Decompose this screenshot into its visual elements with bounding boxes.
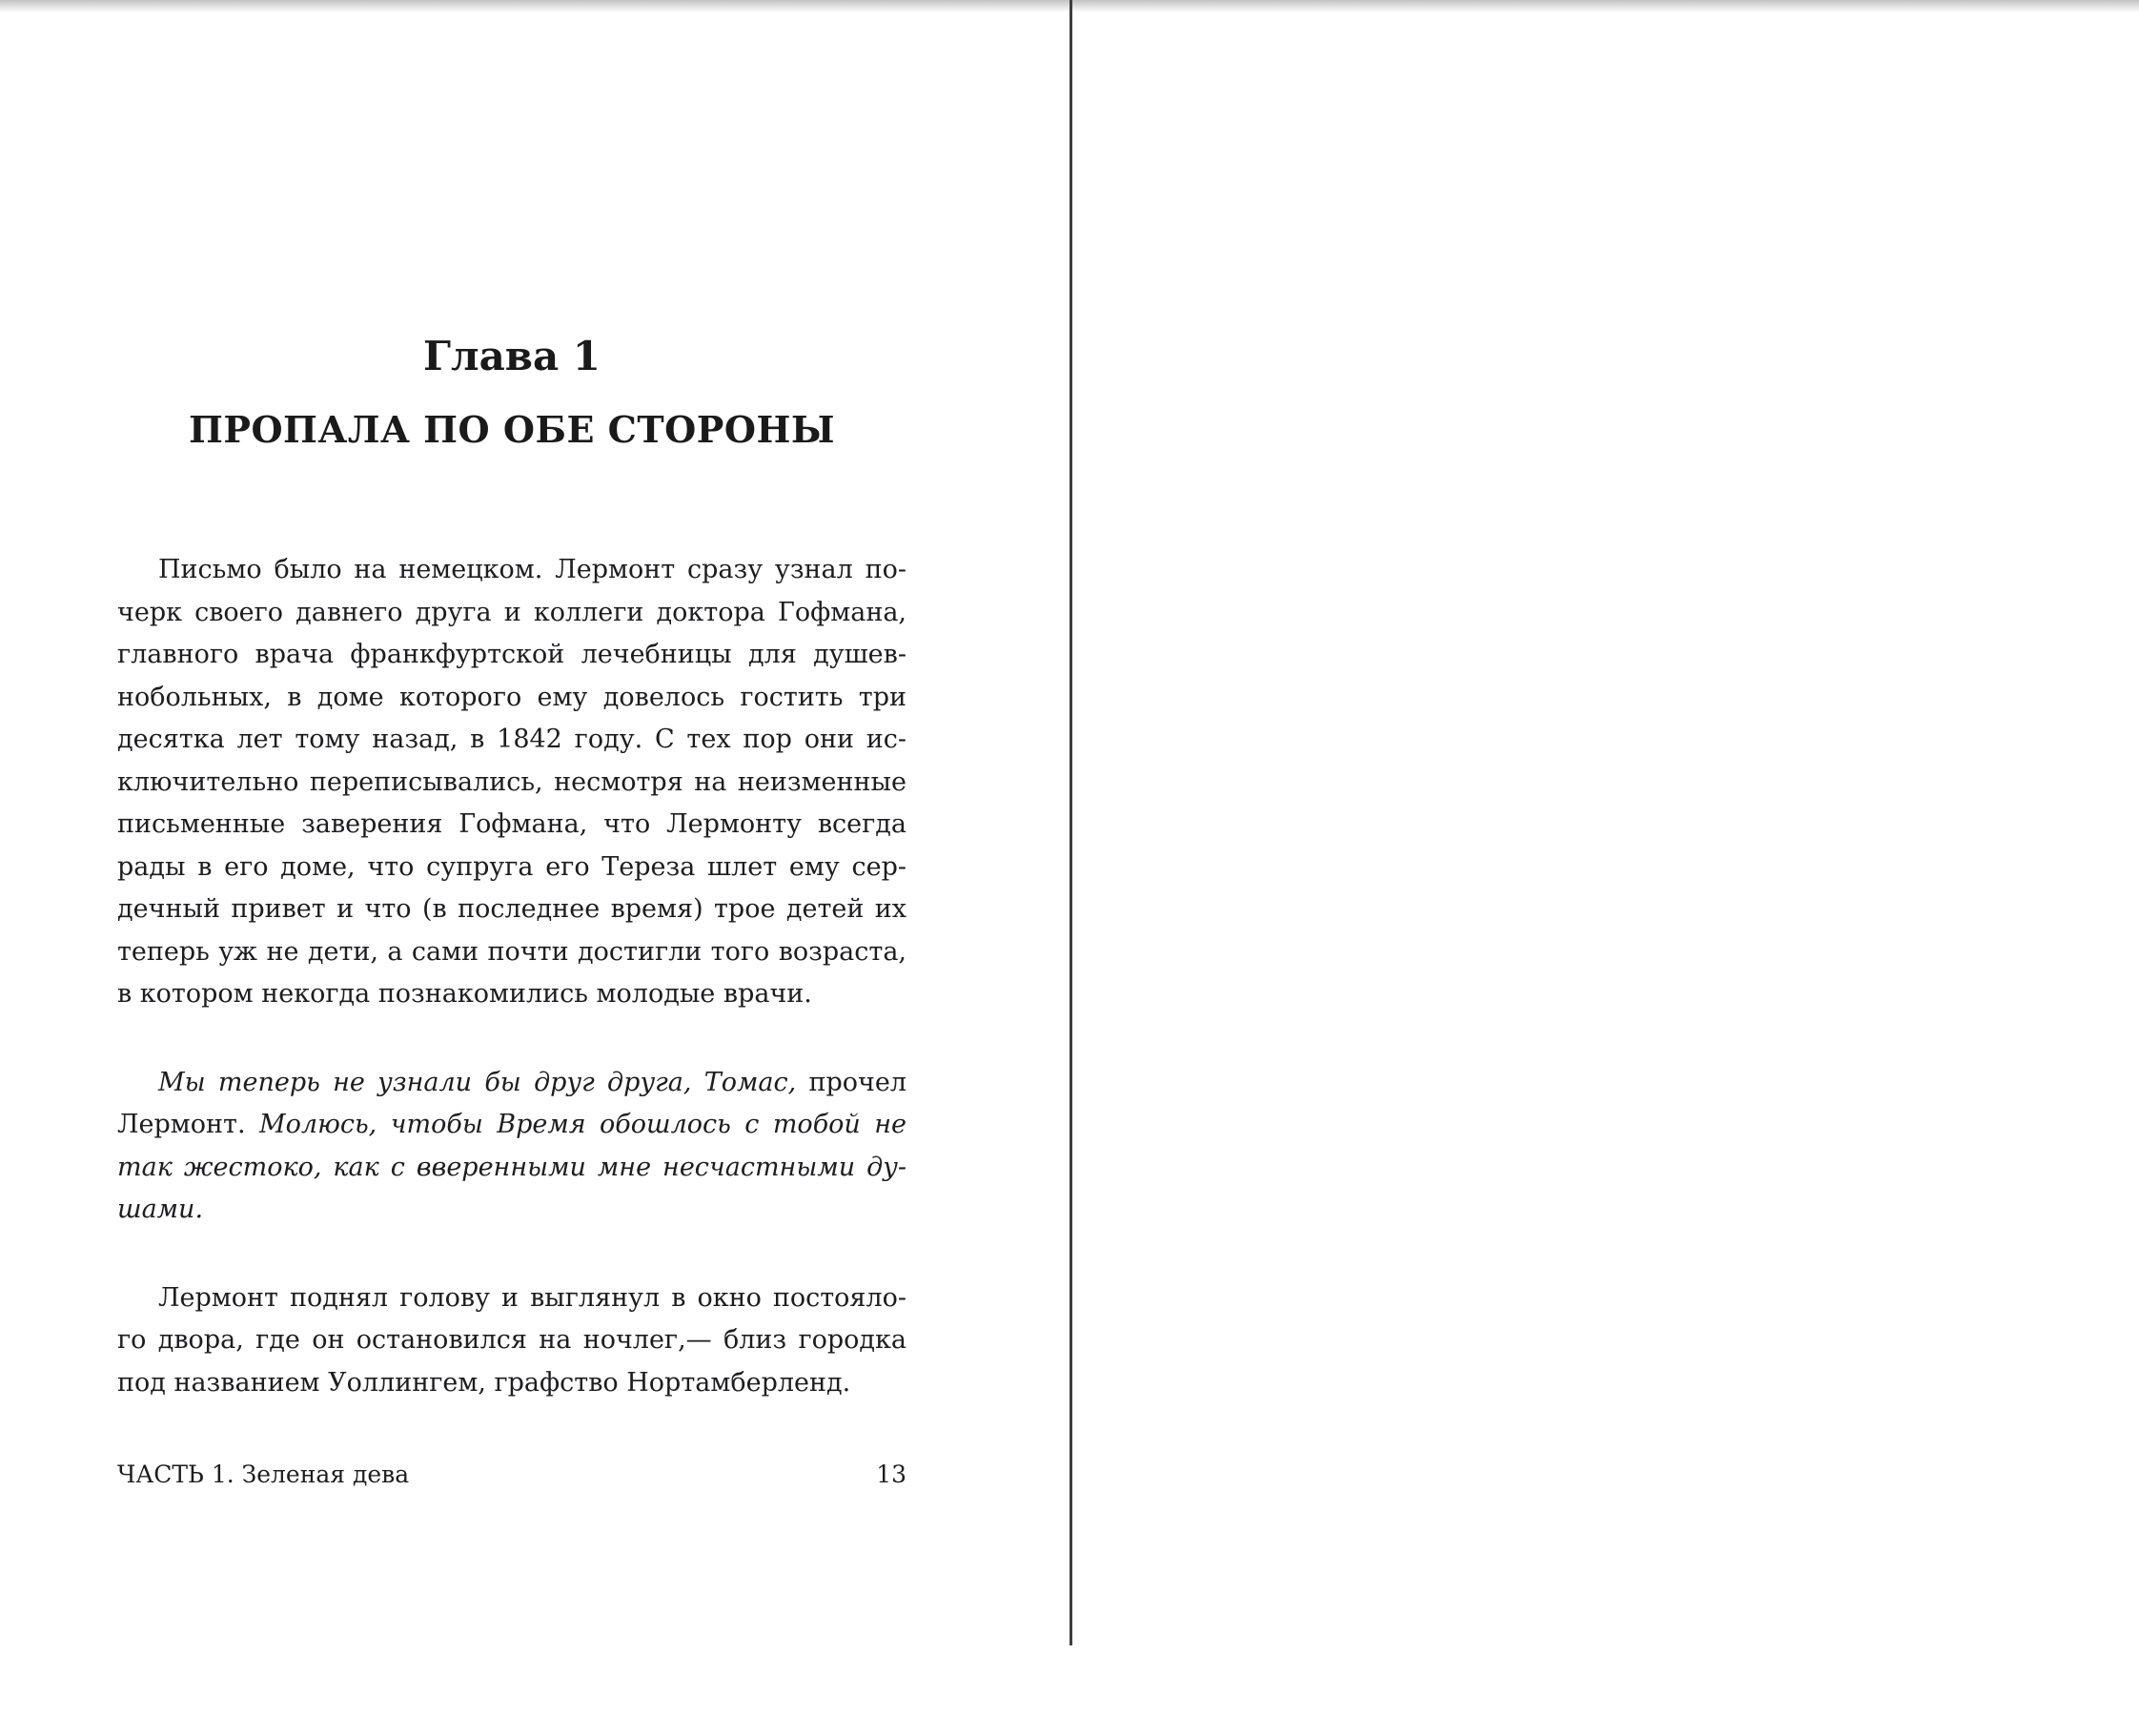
text-line [117, 1189, 907, 1232]
text-line [117, 847, 907, 889]
text-line [117, 1319, 907, 1362]
text-segment: Мы теперь не узнали бы друг друга, Томас, [158, 1067, 797, 1097]
text-line [117, 677, 907, 720]
chapter-title: ПРОПАЛА ПО ОБЕ СТОРОНЫ [188, 408, 836, 451]
text-line [117, 1104, 907, 1147]
text-segment: черк своего давнего друга и коллеги доктора Гофмана, [117, 597, 907, 627]
text-line [117, 762, 907, 805]
text-line [117, 973, 907, 1016]
text-segment: прочел [796, 1067, 907, 1097]
text-segment: под названием Уоллингем, графство Нортамберленд. [117, 1367, 851, 1398]
left-page-footer [117, 1460, 907, 1489]
text-segment: десятка лет тому назад, в 1842 году. С тех пор они ис- [117, 725, 907, 754]
text-segment: го двора, где он остановился на ночлег,— близ городка [117, 1325, 907, 1355]
part-title-label: ЧАСТЬ 1. Зеленая дева [117, 1460, 410, 1488]
text-segment: нобольных, в доме которого ему довелось гостить три [117, 682, 907, 712]
left-page-body [117, 549, 907, 1404]
text-segment: Лермонт. [117, 1110, 259, 1139]
text-segment: так жестоко, как с вверенными мне несчастными ду- [117, 1152, 907, 1182]
text-line [117, 931, 907, 974]
chapter-heading-block [117, 330, 907, 454]
paragraph [117, 549, 907, 1016]
text-line [117, 1362, 907, 1405]
page-divider [1070, 0, 1072, 1645]
text-segment: в котором некогда познакомились молодые врачи. [117, 979, 812, 1009]
left-page [0, 0, 1070, 1645]
text-line [117, 888, 907, 931]
text-segment: шами. [117, 1195, 204, 1224]
paragraph [117, 1277, 907, 1405]
text-segment: Лермонт поднял голову и выглянул в окно постояло- [158, 1282, 907, 1313]
text-segment: дечный привет и что (в последнее время) трое детей их [117, 894, 907, 924]
text-segment: ключительно переписывались, несмотря на неизменные [117, 766, 907, 797]
text-line [117, 1277, 907, 1320]
text-line [117, 804, 907, 847]
paragraph [117, 1062, 907, 1232]
text-line [117, 1062, 907, 1105]
text-line [117, 634, 907, 677]
page-number: 13 [876, 1460, 907, 1488]
text-segment: Письмо было на немецком. Лермонт сразу узнал по- [158, 555, 907, 584]
text-line [117, 592, 907, 635]
text-segment: теперь уж не дети, а сами почти достигли того возраста, [117, 936, 907, 967]
text-segment: главного врача франкфуртской лечебницы для душев- [117, 640, 907, 669]
text-segment: письменные заверения Гофмана, что Лермонту всегда [117, 809, 907, 839]
text-segment: Молюсь, чтобы Время обошлось с тобой не [259, 1110, 907, 1139]
text-segment: рады в его доме, что супруга его Тереза шлет ему сер- [117, 851, 907, 882]
text-line [117, 1147, 907, 1190]
text-line [117, 719, 907, 762]
text-line [117, 549, 907, 592]
chapter-heading: Глава 1 [422, 333, 601, 379]
right-page [1072, 0, 2139, 1645]
